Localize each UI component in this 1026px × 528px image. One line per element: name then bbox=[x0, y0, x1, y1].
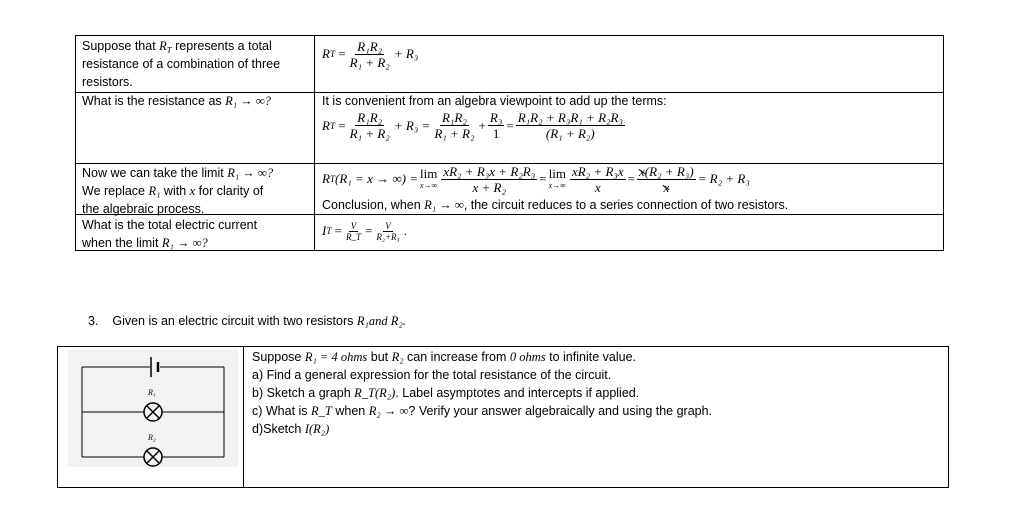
circuit-diagram bbox=[68, 349, 238, 467]
lamp-r1-icon bbox=[144, 403, 162, 421]
question-3-tasks bbox=[252, 348, 942, 438]
row1-formula: R T = $\frac{\text{R₁R₂}}{\text{R₁ + R₂}}$ + R₃ bbox=[322, 38, 419, 70]
row4-question: What is the total electric current when the limit R₁ → ∞? bbox=[82, 218, 258, 250]
row2-answer bbox=[322, 92, 937, 141]
resistance-table bbox=[75, 35, 944, 251]
row2-question: What is the resistance as R₁ → ∞? bbox=[82, 94, 272, 108]
task-line: Suppose R₁ = 4 ohms but R₂ can increase from 0 ohms to infinite value. bbox=[252, 350, 636, 364]
circuit-svg bbox=[68, 349, 238, 467]
r1-label: R₁ bbox=[148, 388, 156, 397]
conclusion: Conclusion, when R₁ → ∞, the circuit reduces to a series connection of two resistors. bbox=[322, 198, 789, 212]
row3-question: Now we can take the limit R₁ → ∞? We replace R₁ with x for clarity of the algebraic process. bbox=[82, 166, 274, 216]
question-3-heading: 3. Given is an electric circuit with two resistors R₁and R₂. bbox=[88, 314, 406, 328]
task-c: c) What is R_T when R₂ → ∞? Verify your answer algebraically and using the graph. bbox=[252, 404, 713, 418]
current-equation: I T = $\frac{V}{R\_T}$ = $\frac{V}{\text{R₂+R₃}}$ . bbox=[322, 220, 407, 242]
lamp-r2-icon bbox=[144, 448, 162, 466]
row1-question: Suppose that $R_T$ represents a total resistance of a combination of three resistors. bbox=[82, 39, 281, 89]
column-divider bbox=[314, 36, 315, 250]
row2-answer-text: It is convenient from an algebra viewpoint to add up the terms: bbox=[322, 94, 667, 108]
row2-equation: R T = $\frac{\text{R₁R₂}}{\text{R₁ + R₂}}$ + R₃ = $\frac{\text{R₁R₂}}{\text{R₁ + R₂}}$ + $\frac{\text{R₃}}{1}$ = $\frac{\text{R₁R₂ + R₃R₁ + R₂R₃}}{\text{(R₁ + R₂)}}$ bbox=[322, 110, 623, 141]
task-d: d)Sketch I(R₂) bbox=[252, 422, 330, 436]
row3-answer bbox=[322, 162, 942, 214]
battery-icon bbox=[151, 357, 158, 377]
column-divider bbox=[243, 347, 244, 487]
limit-equation: R T (R₁ = x → ∞) = lim x→∞ $\frac{\text{xR₂ + R₃x + R₂R₃}}{\text{x + R₂}}$ = lim x→∞ $\frac{\text{xR₂ + R₃x}}{x}$ = $\frac{\text{x(R₂ + R₃)}}{x}$ = R₂ + R₃ bbox=[322, 163, 750, 195]
task-a: a) Find a general expression for the total resistance of the circuit. bbox=[252, 368, 612, 382]
question-3-table bbox=[57, 346, 949, 488]
r2-label: R₂ bbox=[148, 433, 156, 442]
task-b: b) Sketch a graph R_T(R₂). Label asymptotes and intercepts if applied. bbox=[252, 386, 640, 400]
